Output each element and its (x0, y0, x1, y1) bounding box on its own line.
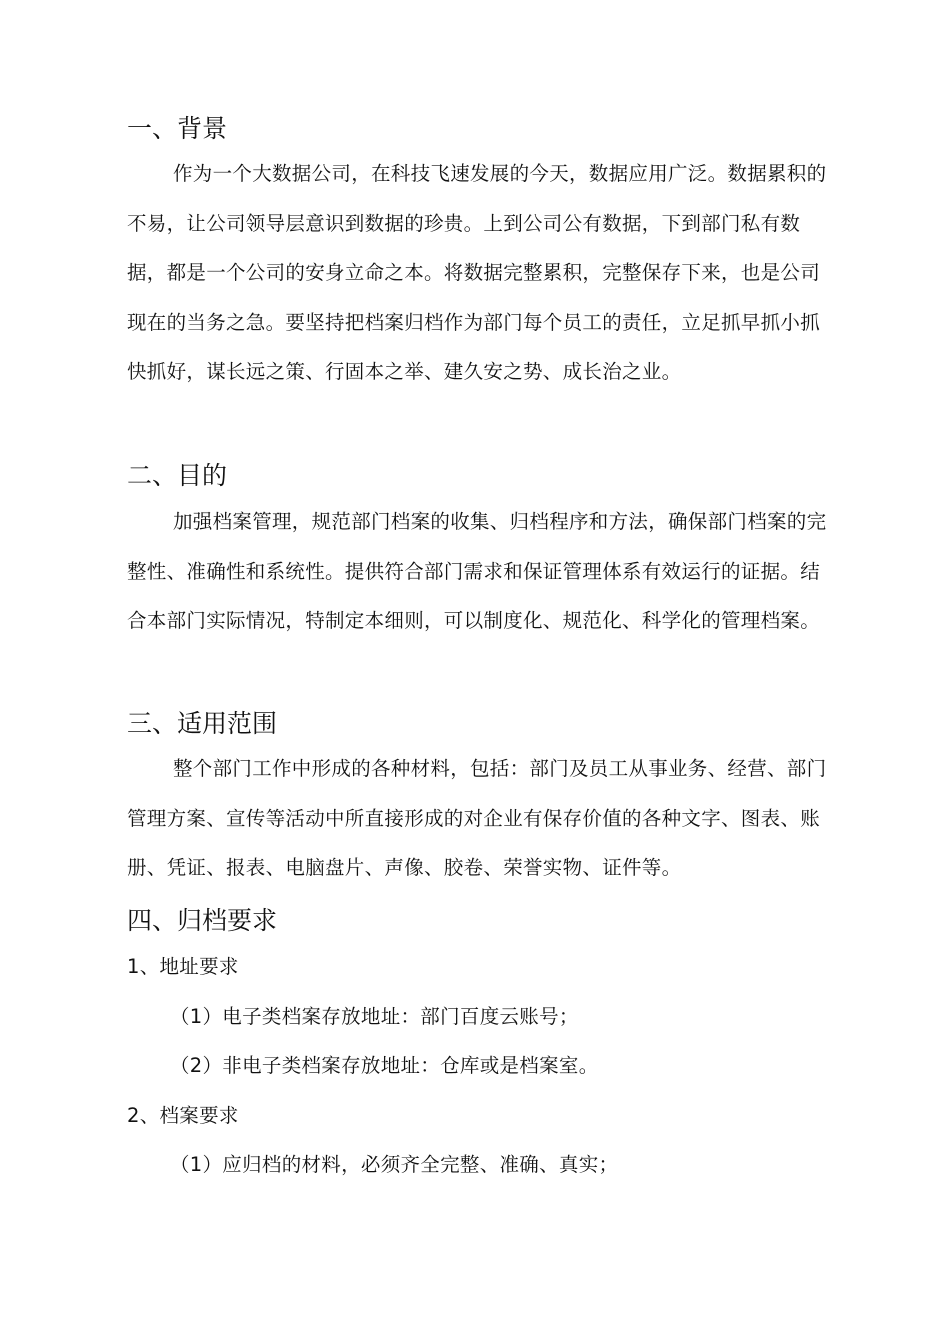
section-paragraph-background: 作为一个大数据公司，在科技飞速发展的今天，数据应用广泛。数据累积的不易，让公司领导层意识到数据的珍贵。上到公司公有数据，下到部门私有数据，都是一个公司的安身立命之本。将数据完整累积，完整保存下来，也是公司现在的当务之急。要坚持把档案归档作为部门每个员工的责任，立足抓早抓小抓快抓好，谋长远之策、行固本之举、建久安之势、成长治之业。 (127, 162, 827, 383)
section-paragraph-purpose: 加强档案管理，规范部门档案的收集、归档程序和方法，确保部门档案的完整性、准确性和系统性。提供符合部门需求和保证管理体系有效运行的证据。结合本部门实际情况，特制定本细则，可以制度化、规范化、科学化的管理档案。 (127, 510, 827, 632)
list-item: （1）应归档的材料，必须齐全完整、准确、真实； (170, 1153, 619, 1176)
section-paragraph-scope: 整个部门工作中形成的各种材料，包括：部门及员工从事业务、经营、部门管理方案、宣传等活动中所直接形成的对企业有保存价值的各种文字、图表、账册、凭证、报表、电脑盘片、声像、胶卷、荣誉实物、证件等。 (127, 757, 827, 879)
subsection-title-archive: 2、档案要求 (127, 1104, 239, 1127)
section-heading-purpose: 二、目的 (127, 461, 228, 490)
section-heading-archiving-requirements: 四、归档要求 (127, 906, 278, 935)
section-heading-scope: 三、适用范围 (127, 709, 278, 738)
list-item: （1）电子类档案存放地址：部门百度云账号； (170, 1005, 579, 1028)
section-heading-background: 一、背景 (127, 114, 228, 143)
subsection-title-address: 1、地址要求 (127, 955, 239, 978)
list-item: （2）非电子类档案存放地址：仓库或是档案室。 (170, 1054, 599, 1077)
